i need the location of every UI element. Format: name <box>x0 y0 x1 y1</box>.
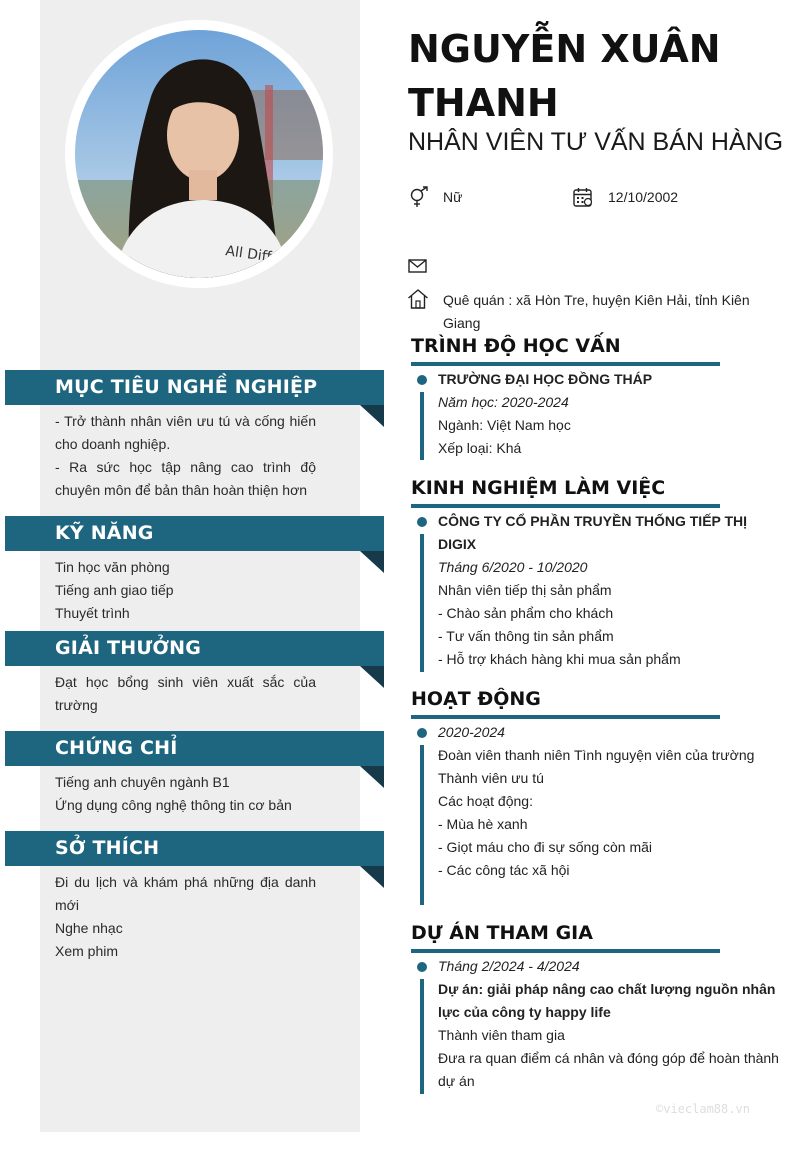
projects-title: DỰ ÁN THAM GIA <box>411 922 593 944</box>
section-banner <box>5 516 384 551</box>
section-title: KỸ NĂNG <box>55 522 154 544</box>
avatar <box>75 30 323 278</box>
project-line: Đưa ra quan điểm cá nhân và đóng góp để hoàn thành dự án <box>438 1050 779 1089</box>
certificate-item: Ứng dụng công nghệ thông tin cơ bản <box>55 797 292 813</box>
candidate-name: NGUYỄN XUÂN THANH <box>408 27 721 125</box>
activity-line: Đoàn viên thanh niên Tình nguyện viên của trường <box>438 747 755 763</box>
section-banner <box>5 370 384 405</box>
experience-line: - Tư vấn thông tin sản phẩm <box>438 628 614 644</box>
timeline-dot <box>417 517 427 527</box>
timeline-dot <box>417 962 427 972</box>
section-title: GIẢI THƯỞNG <box>55 637 202 659</box>
job-title: NHÂN VIÊN TƯ VẤN BÁN HÀNG <box>408 128 784 156</box>
home-icon <box>407 288 429 310</box>
company-name: CÔNG TY CỔ PHẦN TRUYỀN THỐNG TIẾP THỊ DIGIX <box>438 513 748 552</box>
hobby-item: Đi du lịch và khám phá những địa danh mới <box>55 874 316 913</box>
timeline-line <box>420 979 424 1094</box>
banner-fold <box>360 666 384 688</box>
section-banner <box>5 631 384 666</box>
experience-title: KINH NGHIỆM LÀM VIỆC <box>411 477 666 499</box>
section-underline <box>411 504 720 508</box>
section-underline <box>411 715 720 719</box>
timeline-dot <box>417 375 427 385</box>
experience-line: - Chào sản phẩm cho khách <box>438 605 614 621</box>
hometown-value: Quê quán : xã Hòn Tre, huyện Kiên Hải, tỉnh Kiên Giang <box>443 292 750 331</box>
activities-period: 2020-2024 <box>438 724 505 740</box>
section-title: CHỨNG CHỈ <box>55 737 178 759</box>
section-banner <box>5 731 384 766</box>
certificate-item: Tiếng anh chuyên ngành B1 <box>55 774 230 790</box>
section-underline <box>411 949 720 953</box>
experience-line: Nhân viên tiếp thị sản phẩm <box>438 582 612 598</box>
banner-fold <box>360 866 384 888</box>
project-line: Thành viên tham gia <box>438 1027 565 1043</box>
school-name: TRƯỜNG ĐẠI HỌC ĐỒNG THÁP <box>438 371 653 387</box>
experience-period: Tháng 6/2020 - 10/2020 <box>438 559 588 575</box>
banner-fold <box>360 551 384 573</box>
svg-text:All Diffe: All Diffe <box>224 243 281 267</box>
skill-item: Thuyết trình <box>55 605 130 621</box>
career-goal-line: - Ra sức học tập nâng cao trình độ chuyên môn để bản thân hoàn thiện hơn <box>55 459 316 498</box>
education-grade: Xếp loại: Khá <box>438 440 522 456</box>
education-period: Năm học: 2020-2024 <box>438 394 569 410</box>
activity-line: Thành viên ưu tú <box>438 770 544 786</box>
banner-fold <box>360 766 384 788</box>
hobby-item: Xem phim <box>55 943 119 959</box>
banner-fold <box>360 405 384 427</box>
skill-item: Tiếng anh giao tiếp <box>55 582 174 598</box>
award-item: Đạt học bổng sinh viên xuất sắc của trường <box>55 674 316 713</box>
project-period: Tháng 2/2024 - 4/2024 <box>438 958 580 974</box>
section-underline <box>411 362 720 366</box>
section-title: MỤC TIÊU NGHỀ NGHIỆP <box>55 376 318 398</box>
activity-line: - Giọt máu cho đi sự sống còn mãi <box>438 839 653 855</box>
activity-line: - Các công tác xã hội <box>438 862 570 878</box>
timeline-line <box>420 745 424 905</box>
activity-line: Các hoạt động: <box>438 793 533 809</box>
gender-icon <box>408 186 430 208</box>
watermark: ©vieclam88.vn <box>656 1102 750 1116</box>
hobby-item: Nghe nhạc <box>55 920 123 936</box>
experience-line: - Hỗ trợ khách hàng khi mua sản phẩm <box>438 651 681 667</box>
education-major: Ngành: Việt Nam học <box>438 417 571 433</box>
project-name: Dự án: giải pháp nâng cao chất lượng nguồn nhân lực của công ty happy life <box>438 981 776 1020</box>
birthday-value: 12/10/2002 <box>608 189 679 205</box>
education-title: TRÌNH ĐỘ HỌC VẤN <box>411 335 621 357</box>
gender-value: Nữ <box>443 189 463 205</box>
timeline-line <box>420 534 424 672</box>
calendar-icon <box>572 186 594 208</box>
mail-icon <box>408 258 428 274</box>
activities-title: HOẠT ĐỘNG <box>411 688 541 710</box>
timeline-line <box>420 392 424 460</box>
activity-line: - Mùa hè xanh <box>438 816 528 832</box>
skill-item: Tin học văn phòng <box>55 559 170 575</box>
career-goal-line: - Trở thành nhân viên ưu tú và cống hiến cho doanh nghiệp. <box>55 413 316 452</box>
section-title: SỞ THÍCH <box>55 837 160 859</box>
section-banner <box>5 831 384 866</box>
timeline-dot <box>417 728 427 738</box>
